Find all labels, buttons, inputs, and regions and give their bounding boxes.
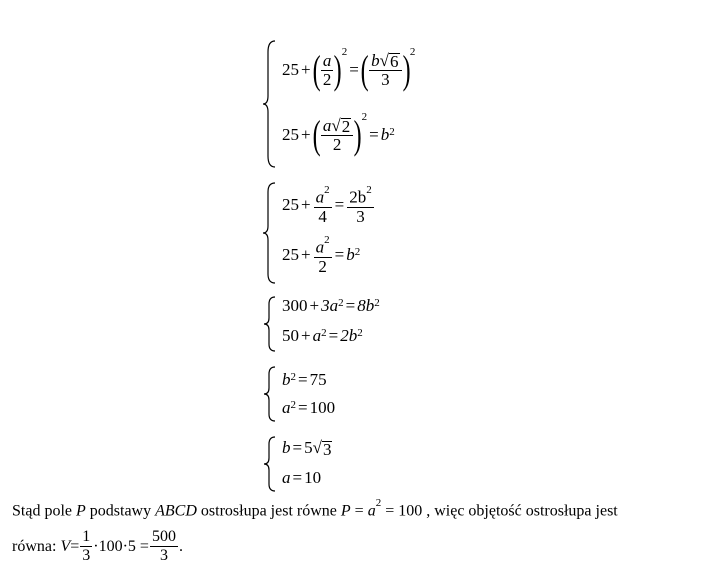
right-paren: )	[334, 47, 343, 92]
equation-2a: 25 + $\frac{a^2}{4}$ = $\frac{2b^2}{3}$	[282, 184, 372, 226]
equation-1a: 25 + ( $\frac{a}{2}$ ) $^2$ = ( b √ 6 3 ) $^2$	[282, 46, 416, 92]
fraction: b √ 6 3	[369, 52, 401, 89]
conclusion-line-1: Stąd pole P podstawy ABCD ostrosłupa jest równe $P = a^2 = 100$ , więc objętość ostrosłupa jest	[12, 497, 618, 520]
equals-sign: =	[349, 60, 359, 79]
equation-5b: a = 10	[282, 468, 322, 487]
fraction: $\frac{a^2}{2}$	[315, 234, 330, 276]
equation-3b: 50 + a $^2$ = 2b $^2$	[282, 326, 363, 345]
fraction: $\frac{1}{3}$	[82, 528, 91, 564]
conclusion-line-2: równa: V = $\frac{1}{3}$ ·100·5 = $\frac{500}{3}$ .	[12, 528, 183, 564]
fraction: $\frac{a}{2}$	[322, 50, 332, 89]
equation-4b: a $^2$ = 100	[282, 398, 336, 417]
constant: 25	[282, 60, 299, 79]
fraction: a √ 2 2	[321, 117, 353, 154]
plus-sign: +	[301, 60, 311, 79]
brace-icon	[262, 296, 276, 352]
fraction: $\frac{500}{3}$	[151, 528, 176, 564]
equation-5a: b = 5 √ 3	[282, 438, 332, 459]
equation-1b: 25 + ( a √ 2 2 ) $^2$ = b $^2$	[282, 111, 395, 157]
exponent: 2	[341, 46, 348, 58]
brace-icon	[262, 366, 276, 422]
brace-icon	[262, 40, 276, 168]
left-paren: (	[312, 47, 321, 92]
brace-icon	[262, 182, 276, 284]
fraction: $\frac{2b^2}{3}$	[349, 184, 372, 226]
fraction: $\frac{a^2}{4}$	[315, 184, 330, 226]
equation-4a: b $^2$ = 75	[282, 370, 327, 389]
equation-3a: 300 + 3a $^2$ = 8b $^2$	[282, 296, 380, 315]
brace-icon	[262, 436, 276, 492]
equation-2b: 25 + $\frac{a^2}{2}$ = b $^2$	[282, 234, 361, 276]
